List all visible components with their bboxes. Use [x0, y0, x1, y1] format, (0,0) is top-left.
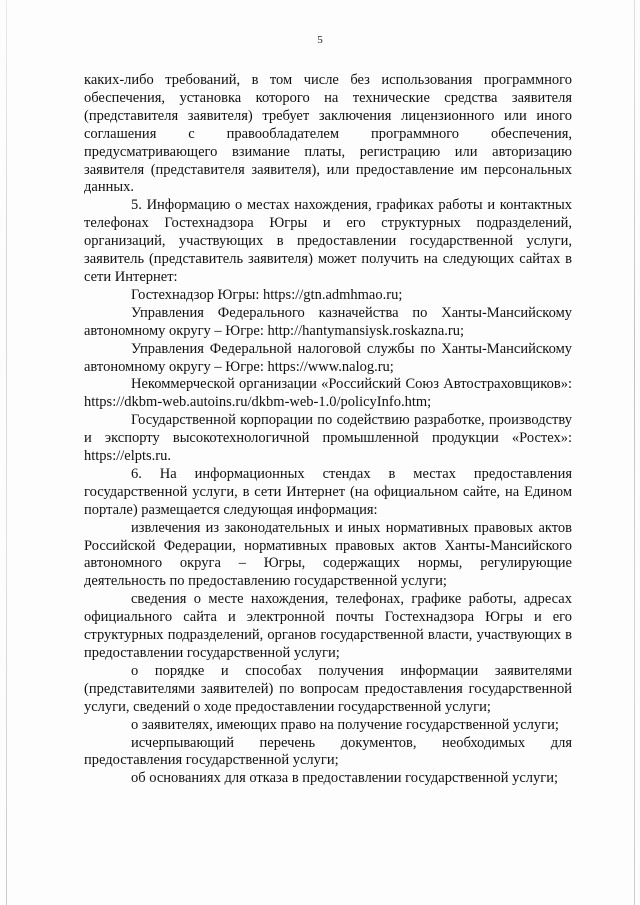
paragraph-site-nalog: Управления Федеральной налоговой службы по Ханты-Мансийскому автономному округу – Югре: https://www.nalog.ru;	[84, 340, 572, 375]
paragraph-item-6: 6. На информационных стендах в местах предоставления государственной услуги, в сети Интернет (на официальном сайте, на Едином портале) размещается следующая информация:	[84, 465, 572, 518]
paragraph-applicants: о заявителях, имеющих право на получение государственной услуги;	[131, 716, 559, 733]
paragraph-refusal-grounds: об основаниях для отказа в предоставлении государственной услуги;	[131, 770, 559, 787]
scan-edge-left	[6, 0, 7, 905]
paragraph-location-info: сведения о месте нахождения, телефонах, графике работы, адресах официального сайта и электронной почты Гостехнадзора Югры и его структурных подразделений, органов государственной власти, участвующих в предоставлении государственной услуги;	[84, 591, 572, 661]
paragraph-site-rostec: Государственной корпорации по содействию разработке, производству и экспорту высокотехнологичной промышленной продукции «Ростех»: https://elpts.ru.	[84, 412, 572, 465]
page-number: 5	[317, 34, 323, 46]
document-text	[84, 72, 572, 788]
paragraph-site-gostekhnadzor: Гостехнадзор Югры: https://gtn.admhmao.ru;	[131, 286, 403, 303]
paragraph-site-kaznachejstvo: Управления Федерального казначейства по Ханты-Мансийскому автономному округу – Югре: http://hantymansiysk.roskazna.ru;	[84, 304, 572, 339]
paragraph-site-autoins: Некоммерческой организации «Российский Союз Автостраховщиков»: https://dkbm-web.autoins.ru/dkbm-web-1.0/policyInfo.htm;	[84, 376, 572, 411]
paragraph-item-5: 5. Информацию о местах нахождения, графиках работы и контактных телефонах Гостехнадзора Югры и его структурных подразделений, организаций, участвующих в предоставлении государственной услуги, заявитель (представитель заявителя) может получить на следующих сайтах в сети Интернет:	[84, 197, 572, 285]
paragraph-extracts: извлечения из законодательных и иных нормативных правовых актов Российской Федерации, нормативных правовых актов Ханты-Мансийского автономного округа – Югры, содержащих нормы, регулирующие деятельность по предоставлению государственной услуги;	[84, 519, 572, 590]
paragraph-procedure-info: о порядке и способах получения информации заявителями (представителями заявителей) по вопросам предоставления государственной услуги, сведений о ходе предоставлении государственной услуги;	[84, 662, 572, 715]
paragraph-continuation: каких-либо требований, в том числе без использования программного обеспечения, установка которого на технические средства заявителя (представителя заявителя) требует заключения лицензионного или иного соглашения с правообладателем программного обеспечения, предусматривающего взимание платы, регистрацию или авторизацию заявителя (представителя заявителя), или предоставление им персональных данных.	[84, 72, 572, 196]
paragraph-documents-list: исчерпывающий перечень документов, необходимых для предоставления государственной услуги;	[84, 734, 572, 769]
scan-edge-right	[634, 0, 635, 905]
